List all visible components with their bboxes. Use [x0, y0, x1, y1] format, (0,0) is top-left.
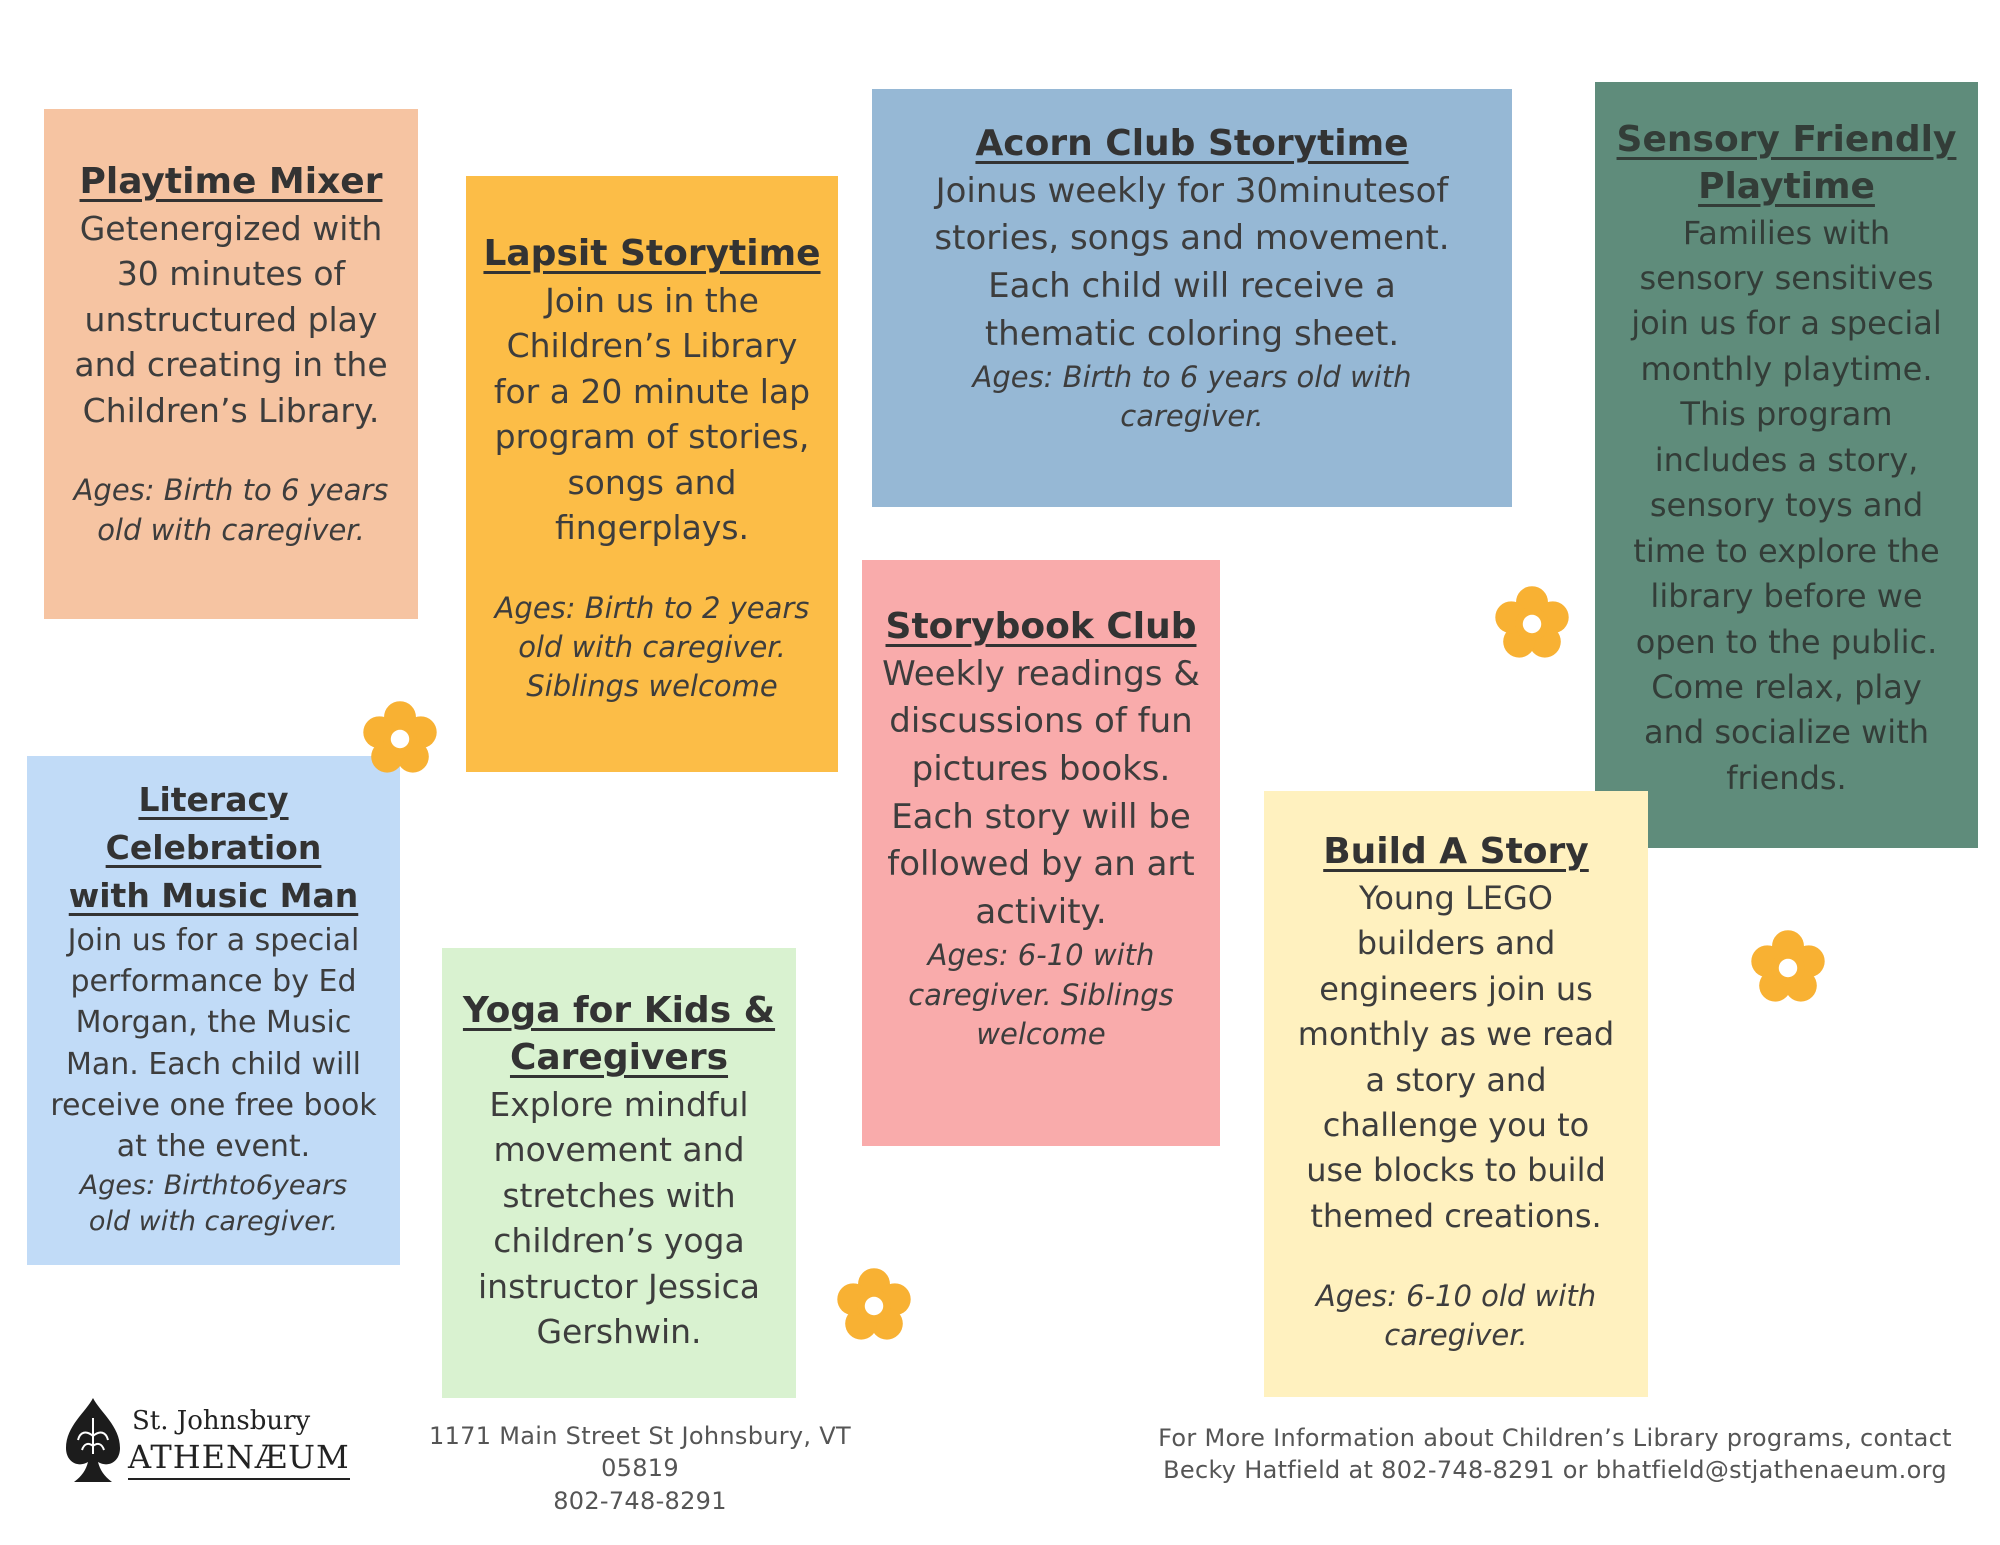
card-ages: Ages: 6-10 old with caregiver. [1315, 1279, 1597, 1353]
card-title: Acorn Club Storytime [975, 123, 1409, 164]
contact-info [1140, 1422, 1970, 1487]
card-ages: Ages: 6-10 with caregiver. Siblings welcome [908, 938, 1174, 1051]
card-title: Yoga for Kids & Caregivers [462, 990, 776, 1078]
card-title: Build A Story [1323, 831, 1589, 872]
card-description: Join us in the Children’s Library for a 20 minute lap program of stories, songs and fingerplays. [493, 280, 811, 548]
card-description: Getenergized with 30 minutes of unstructured play and creating in the Children’s Library. [74, 208, 388, 430]
card-description: Join us for a special performance by Ed Morgan, the Music Man. Each child will receive one free book at the event. [50, 922, 377, 1165]
card-ages: Ages: Birth to 6 years old with caregiver. [972, 360, 1412, 434]
card-description: Weekly readings & discussions of fun pictures books. Each story will be followed by an art activity. [882, 653, 1200, 932]
card-build-a-story [1264, 791, 1648, 1397]
flower-icon [1490, 582, 1574, 666]
card-title: Lapsit Storytime [483, 233, 821, 274]
card-ages: Ages: Birth to 2 years old with caregiver. Siblings welcome [494, 590, 810, 704]
contact-line: For More Information about Children’s Library programs, contact [1158, 1424, 1952, 1452]
card-storybook-club [862, 560, 1220, 1146]
phone: 802-748-8291 [553, 1486, 727, 1515]
card-title: Sensory Friendly Playtime [1616, 119, 1957, 207]
card-yoga-for-kids [442, 948, 796, 1398]
athenaeum-logo [62, 1396, 350, 1488]
card-title: Literacy Celebration with Music Man [68, 780, 359, 915]
flower-icon [1746, 926, 1830, 1010]
card-description: Families with sensory sensitives join us for a special monthly playtime. This program includes a story, sensory toys and time to explore the library before we open to the public. Come relax, play and socialize with friends. [1631, 213, 1942, 797]
card-literacy-celebration [27, 756, 400, 1265]
card-title: Storybook Club [885, 606, 1197, 647]
card-ages: Ages: Birth to 6 years old with caregiver. [73, 473, 389, 547]
card-acorn-club-storytime [872, 89, 1512, 507]
card-description: Explore mindful movement and stretches with children’s yoga instructor Jessica Gershwin. [478, 1084, 760, 1352]
card-ages: Ages: Birthto6years old with caregiver. [79, 1169, 348, 1238]
address: 1171 Main Street St Johnsbury, VT 05819 [429, 1422, 851, 1483]
address-block [395, 1420, 885, 1517]
card-lapsit-storytime [466, 176, 838, 772]
contact-details: Becky Hatfield at 802-748-8291 or bhatfield@stjathenaeum.org [1163, 1456, 1947, 1485]
card-playtime-mixer [44, 109, 418, 619]
logo-name: St. Johnsbury [132, 1406, 311, 1436]
logo-wordmark: ATHENÆUM [128, 1438, 350, 1480]
spade-logo-icon [62, 1396, 124, 1488]
card-title: Playtime Mixer [79, 161, 383, 202]
flower-icon [358, 697, 442, 781]
flower-icon [832, 1264, 916, 1348]
card-sensory-friendly-playtime [1595, 82, 1978, 848]
card-description: Joinus weekly for 30minutesof stories, songs and movement. Each child will receive a thematic coloring sheet. [934, 170, 1450, 354]
card-description: Young LEGO builders and engineers join us monthly as we read a story and challenge you to use blocks to build themed creations. [1297, 878, 1615, 1235]
